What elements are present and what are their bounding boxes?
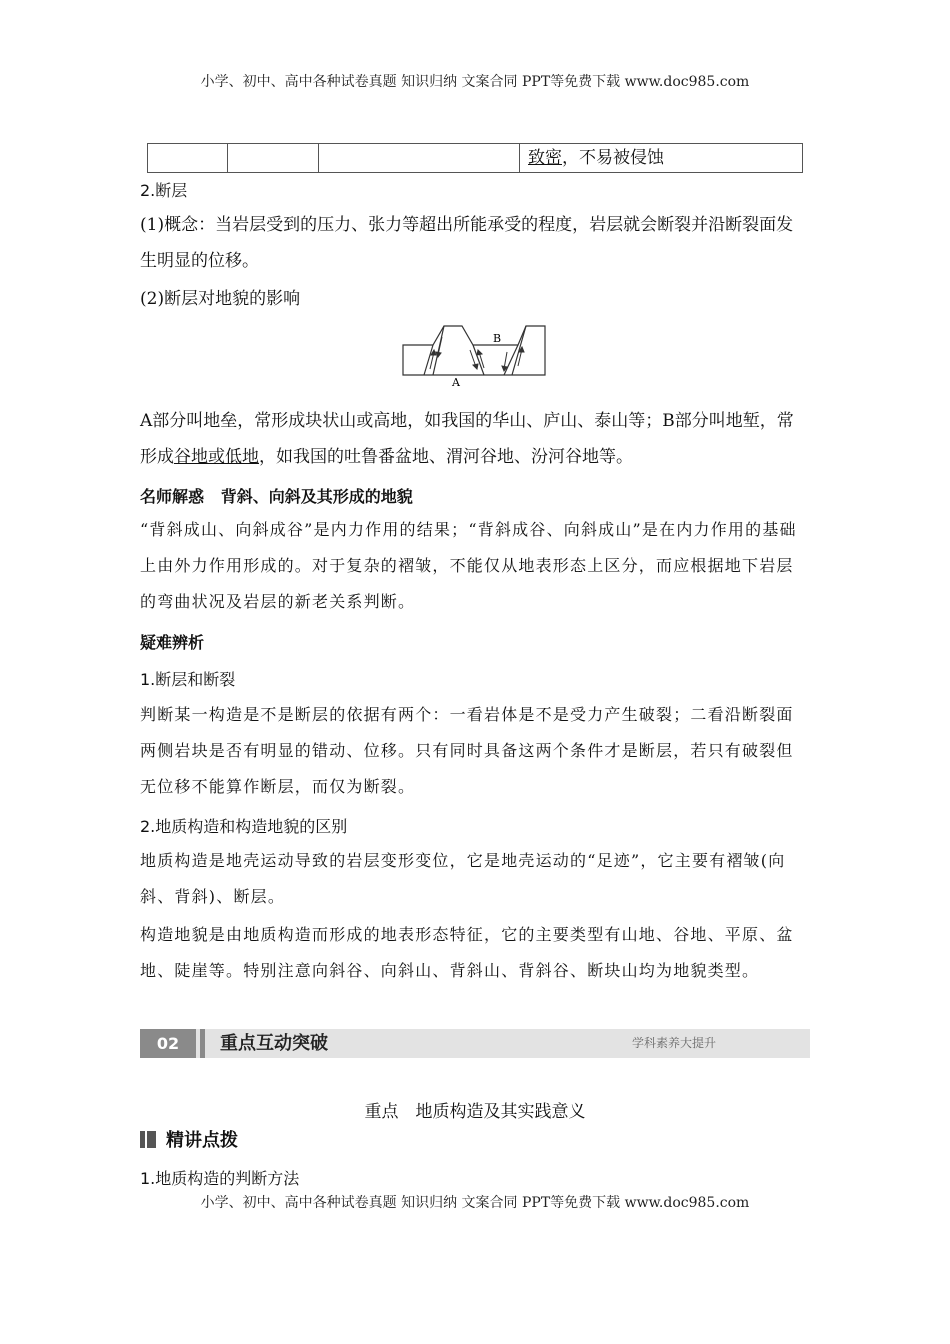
table-cell	[228, 144, 319, 172]
section-banner	[140, 1029, 810, 1058]
banner-tag: 学科素养大提升	[631, 1036, 716, 1050]
analysis-item1-body: 判断某一构造是不是断层的依据有两个：一看岩体是不是受力产生破裂；二看沿断裂面两侧岩块是否有明显的错动、位移。只有同时具备这两个条件才是断层，若只有破裂但无位移不能算作断层，而仅为断裂。	[140, 705, 794, 796]
fault-description	[140, 403, 810, 475]
banner-number: 02	[140, 1029, 196, 1058]
fault-concept: (1)概念：当岩层受到的压力、张力等超出所能承受的程度，岩层就会断裂并沿断裂面发生明显的位移。	[140, 215, 794, 271]
teacher-note-body: “背斜成山、向斜成谷”是内力作用的结果；“背斜成谷、向斜成山”是在内力作用的基础上由外力作用形成的。对于复杂的褶皱，不能仅从地表形态上区分，而应根据地下岩层的弯曲状况及岩层的新老关系判断。	[140, 520, 797, 611]
section-bars-icon	[140, 1131, 156, 1148]
table-underlined-text: 致密	[528, 148, 562, 168]
fault-desc-text: A部分叫地垒，常形成块状山或高地，如我国的华山、庐山、泰山等；B部分叫地堑，常形成	[140, 411, 794, 467]
section-item1: 1.地质构造的判断方法	[140, 1169, 300, 1188]
table-row	[147, 143, 803, 173]
section-title: 精讲点拨	[166, 1130, 238, 1151]
table-text: ，不易被侵蚀	[562, 148, 664, 168]
analysis-item2-title: 2.地质构造和构造地貌的区别	[140, 817, 348, 836]
diagram-label-a: A	[452, 376, 460, 389]
teacher-note-title: 背斜、向斜及其形成的地貌	[220, 487, 413, 506]
analysis-heading: 疑难辨析	[140, 633, 205, 652]
table-cell	[319, 144, 520, 172]
fault-heading: 2.断层	[140, 181, 188, 200]
banner-title: 重点互动突破	[220, 1033, 328, 1054]
key-point-title: 重点 地质构造及其实践意义	[364, 1102, 586, 1122]
fault-influence-heading: (2)断层对地貌的影响	[140, 289, 301, 309]
teacher-note-heading	[140, 484, 413, 507]
teacher-note-label: 名师解惑	[140, 487, 205, 506]
fault-desc-text: ，如我国的吐鲁番盆地、渭河谷地、汾河谷地等。	[259, 447, 633, 467]
fault-arrows	[430, 337, 524, 371]
banner-divider	[200, 1029, 205, 1058]
diagram-label-b: B	[493, 332, 502, 345]
analysis-item2-body2: 构造地貌是由地质构造而形成的地表形态特征，它的主要类型有山地、谷地、平原、盆地、陡崖等。特别注意向斜谷、向斜山、背斜山、背斜谷、断块山均为地貌类型。	[140, 925, 794, 980]
page-footer: 小学、初中、高中各种试卷真题 知识归纳 文案合同 PPT等免费下载 www.doc985.com	[200, 1195, 750, 1211]
table-cell	[520, 144, 802, 172]
fault-desc-underlined: 谷地或低地	[174, 447, 259, 467]
page-header: 小学、初中、高中各种试卷真题 知识归纳 文案合同 PPT等免费下载 www.doc985.com	[200, 74, 750, 90]
analysis-item2-body1: 地质构造是地壳运动导致的岩层变形变位，它是地壳运动的“足迹”，它主要有褶皱(向斜、背斜)、断层。	[140, 851, 786, 906]
table-cell	[148, 144, 228, 172]
analysis-item1-title: 1.断层和断裂	[140, 670, 236, 689]
fault-diagram	[400, 322, 550, 390]
section-heading	[140, 1126, 238, 1152]
